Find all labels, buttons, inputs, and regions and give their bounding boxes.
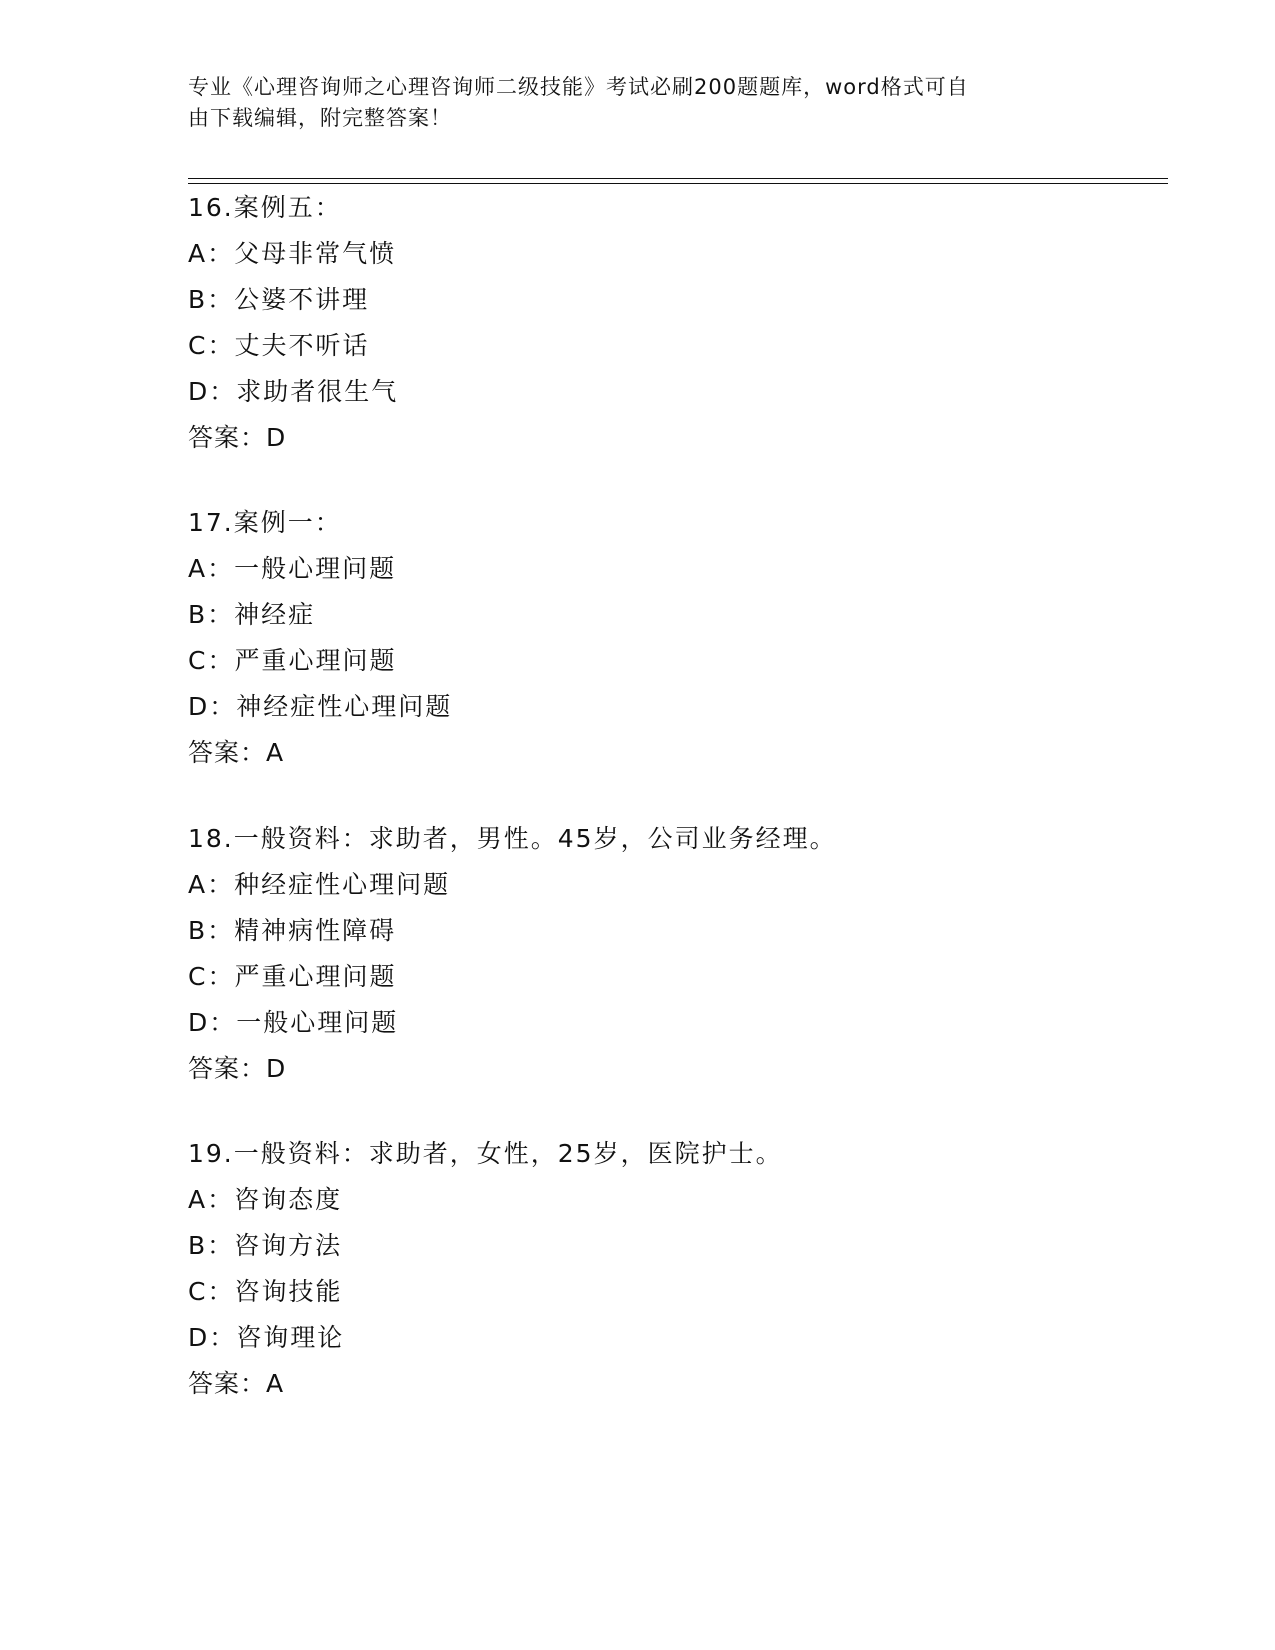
option-c: C：严重心理问题 — [188, 646, 397, 675]
option-c: C：严重心理问题 — [188, 962, 397, 991]
option-c: C：丈夫不听话 — [188, 331, 370, 360]
option-a: A：父母非常气愤 — [188, 239, 397, 268]
question-stem: 19.一般资料：求助者，女性，25岁，医院护士。 — [188, 1139, 783, 1168]
header-divider-top — [188, 178, 1168, 179]
option-a: A：一般心理问题 — [188, 554, 397, 583]
option-d: D：咨询理论 — [188, 1323, 345, 1352]
option-d: D：神经症性心理问题 — [188, 692, 453, 721]
question-18 — [188, 816, 1148, 1092]
header-divider-bottom — [188, 183, 1168, 184]
question-17 — [188, 500, 1148, 776]
option-d: D：一般心理问题 — [188, 1008, 399, 1037]
option-c: C：咨询技能 — [188, 1277, 343, 1306]
option-b: B：咨询方法 — [188, 1231, 343, 1260]
option-b: B：神经症 — [188, 600, 316, 629]
document-header — [188, 72, 1068, 134]
answer: 答案：D — [188, 1054, 287, 1083]
question-stem: 18.一般资料：求助者，男性。45岁，公司业务经理。 — [188, 824, 837, 853]
answer: 答案：A — [188, 1369, 285, 1398]
question-stem: 16.案例五： — [188, 193, 342, 222]
answer: 答案：A — [188, 738, 285, 767]
header-line-2: 由下载编辑，附完整答案！ — [188, 106, 452, 130]
question-19 — [188, 1131, 1148, 1407]
answer: 答案：D — [188, 423, 287, 452]
option-b: B：精神病性障碍 — [188, 916, 397, 945]
option-a: A：种经症性心理问题 — [188, 870, 451, 899]
header-line-1: 专业《心理咨询师之心理咨询师二级技能》考试必刷200题题库，word格式可自 — [188, 75, 969, 99]
option-d: D：求助者很生气 — [188, 377, 399, 406]
question-16 — [188, 185, 1148, 461]
option-a: A：咨询态度 — [188, 1185, 343, 1214]
question-stem: 17.案例一： — [188, 508, 342, 537]
option-b: B：公婆不讲理 — [188, 285, 370, 314]
